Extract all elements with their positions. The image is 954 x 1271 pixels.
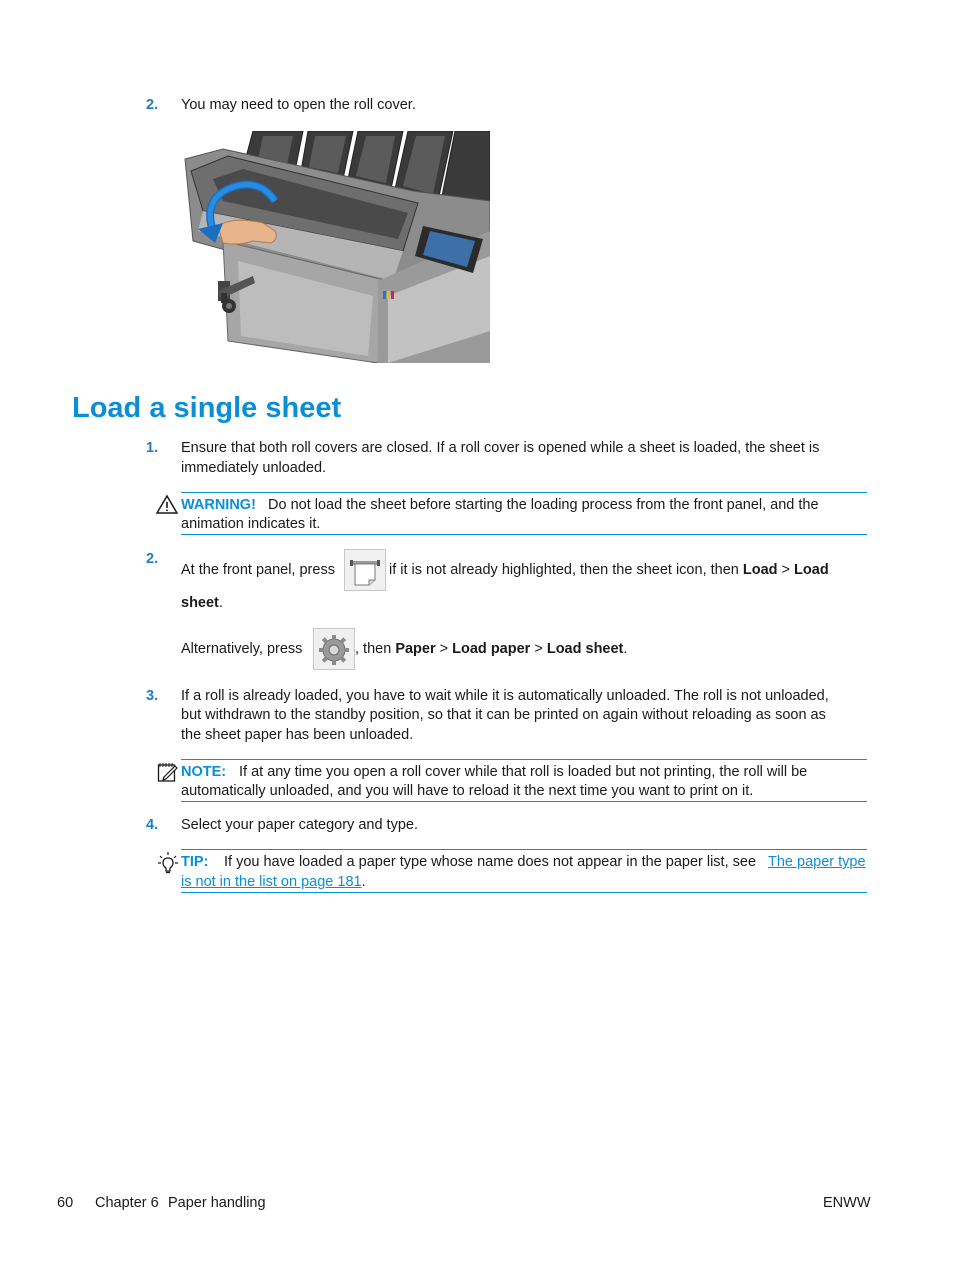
note-label: NOTE:: [181, 764, 227, 780]
step-number: 3.: [146, 688, 159, 704]
warning-icon: [156, 494, 178, 514]
page-number: 60: [57, 1195, 74, 1211]
punctuation: .: [623, 641, 628, 657]
alt-text: , then: [355, 641, 392, 657]
step-text: if it is not already highlighted, then the sheet icon, then: [389, 562, 739, 578]
menu-separator: >: [439, 641, 449, 657]
warning-text: Do not load the sheet before starting the loading process from the front panel, and the: [268, 497, 819, 513]
section-title: Load a single sheet: [72, 392, 342, 424]
sheet-icon-button: [344, 549, 386, 591]
footer-right: ENWW: [823, 1195, 871, 1211]
punctuation: .: [361, 874, 366, 890]
tip-rule-top: [181, 849, 867, 850]
settings-icon-button: [313, 628, 355, 670]
tip-label: TIP:: [181, 854, 209, 870]
step-text: the sheet paper has been unloaded.: [181, 727, 414, 743]
step-text: immediately unloaded.: [181, 460, 327, 476]
step-text: but withdrawn to the standby position, so that it can be printed on again without reloading as soon as: [181, 707, 826, 723]
step-text: [181, 593, 223, 613]
step-text: If a roll is already loaded, you have to wait while it is automatically unloaded. The roll is not unloaded,: [181, 688, 829, 704]
menu-path-item: Load: [742, 562, 778, 578]
note-rule-bottom: [181, 801, 867, 802]
menu-path-item: Paper: [395, 641, 436, 657]
note-icon: [157, 761, 179, 783]
note-text: If at any time you open a roll cover while that roll is loaded but not printing, the roll will be: [239, 764, 808, 780]
footer-chapter: Chapter 6: [95, 1195, 159, 1211]
note-rule-top: [181, 759, 867, 760]
tip-text: [181, 872, 366, 892]
lightbulb-icon: [157, 851, 179, 875]
tip-link[interactable]: is not in the list on page 181: [181, 874, 362, 890]
step-text: Ensure that both roll covers are closed. If a roll cover is opened while a sheet is loaded, the sheet is: [181, 440, 820, 456]
step-text: Select your paper category and type.: [181, 817, 418, 833]
menu-separator: >: [534, 641, 543, 657]
warning-rule-top: [181, 492, 867, 493]
alt-text: [355, 639, 627, 659]
warning-label: WARNING!: [181, 497, 256, 513]
tip-text: If you have loaded a paper type whose name does not appear in the paper list, see: [224, 854, 757, 870]
menu-path-item: Load: [794, 562, 829, 578]
punctuation: .: [218, 595, 223, 611]
warning-text: animation indicates it.: [181, 516, 321, 532]
tip-link[interactable]: The paper type: [768, 854, 866, 870]
step-text: You may need to open the roll cover.: [181, 97, 416, 113]
tip-rule-bottom: [181, 892, 867, 893]
step-number: 1.: [146, 440, 159, 456]
menu-separator: >: [781, 562, 791, 578]
alt-text: Alternatively, press: [181, 641, 303, 657]
menu-path-item: Load paper: [452, 641, 531, 657]
step-text: At the front panel, press: [181, 562, 335, 578]
warning-rule-bottom: [181, 534, 867, 535]
printer-illustration: [183, 131, 490, 363]
note-text: automatically unloaded, and you will have to reload it the next time you want to print on it.: [181, 783, 754, 799]
step-number: 4.: [146, 817, 159, 833]
step-text: [389, 560, 829, 580]
step-number: 2.: [146, 97, 159, 113]
menu-path-item: Load sheet: [546, 641, 624, 657]
footer-section: Paper handling: [168, 1195, 266, 1211]
menu-path-item: sheet: [181, 595, 219, 611]
step-number: 2.: [146, 551, 159, 567]
